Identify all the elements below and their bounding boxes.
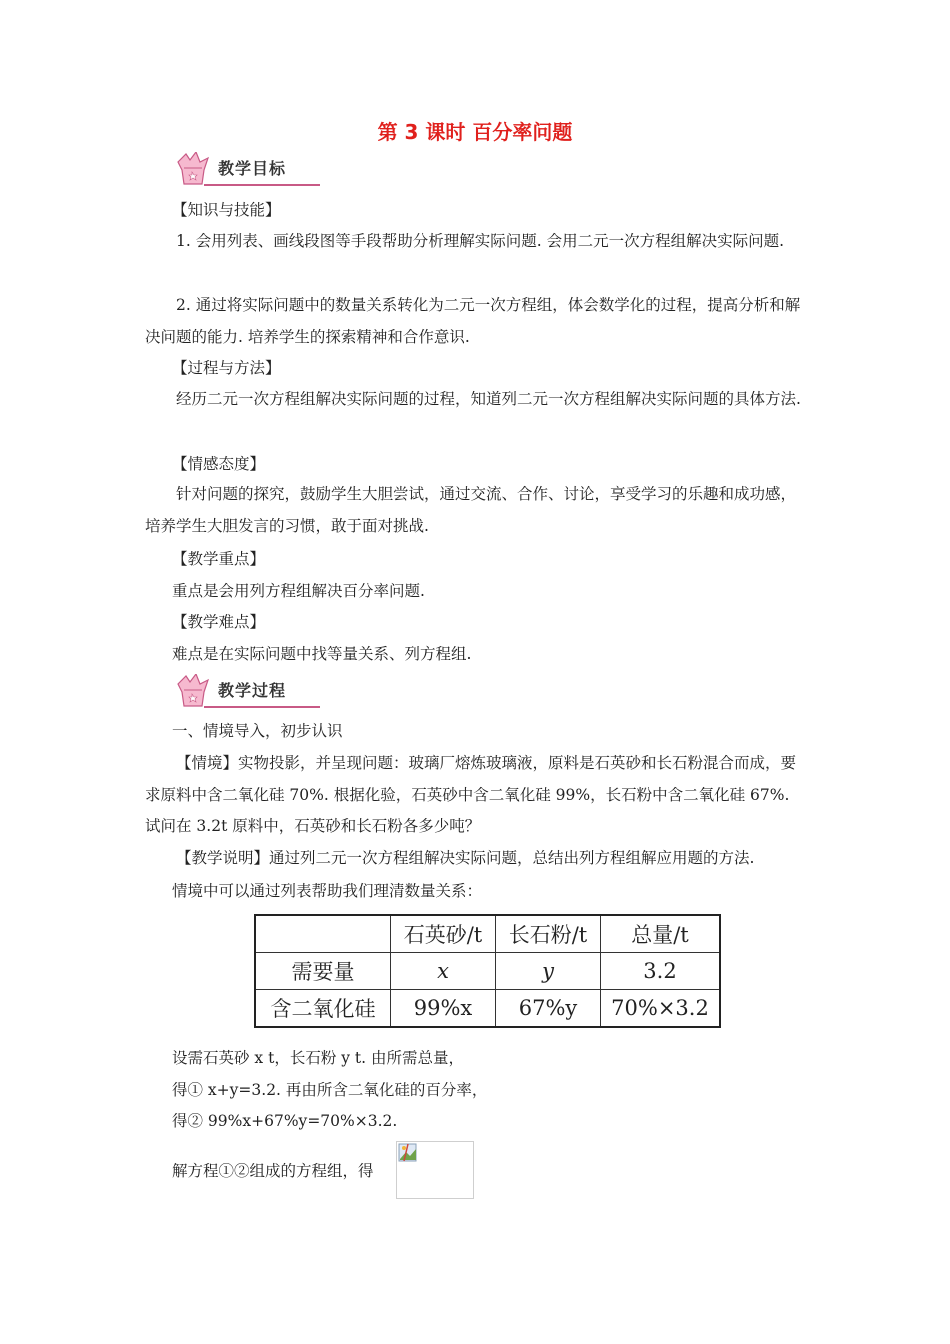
emotion-text: 针对问题的探究，鼓励学生大胆尝试，通过交流、合作、讨论，享受学习的乐趣和成功感，培养学生大胆发言的习惯，敢于面对挑战.: [145, 485, 797, 535]
table-row: [255, 953, 720, 990]
knowledge-heading: 【知识与技能】: [172, 201, 281, 219]
table-cell: 需要量: [255, 953, 391, 990]
section-banner-process: [172, 674, 322, 710]
broken-image-icon: [398, 1143, 418, 1163]
table-cell: 99%x: [391, 990, 496, 1028]
equation-2: 得② 99%x+67%y=70%×3.2.: [172, 1112, 398, 1130]
difficulty-heading: 【教学难点】: [172, 613, 266, 631]
table-cell: 石英砂/t: [391, 915, 496, 953]
banner-label: 教学过程: [218, 681, 287, 700]
method-heading: 【过程与方法】: [172, 359, 281, 377]
equation-1: 得① x+y=3.2. 再由所含二氧化硅的百分率，: [172, 1081, 488, 1099]
table-cell: [255, 915, 391, 953]
scenario-text: 【情境】实物投影，并呈现问题：玻璃厂熔炼玻璃液，原料是石英砂和长石粉混合而成，要求原料中含二氧化硅 70%. 根据化验，石英砂中含二氧化硅 99%，长石粉中含二氧化硅 67%. 试问在 3.2t 原料中，石英砂和长石粉各多少吨？: [145, 754, 797, 835]
key-text: 重点是会用列方程组解决百分率问题.: [172, 582, 425, 600]
knowledge-item-2: 2. 通过将实际问题中的数量关系转化为二元一次方程组，体会数学化的过程，提高分析和解决问题的能力. 培养学生的探索精神和合作意识.: [145, 296, 801, 346]
broken-image-placeholder: [396, 1141, 474, 1199]
solve-text: 解方程①②组成的方程组，得: [172, 1162, 374, 1180]
table-cell: 长石粉/t: [496, 915, 601, 953]
table-cell: x: [391, 953, 496, 990]
emotion-heading: 【情感态度】: [172, 455, 266, 473]
quantity-table: [254, 914, 721, 1028]
key-heading: 【教学重点】: [172, 550, 266, 568]
difficulty-text: 难点是在实际问题中找等量关系、列方程组.: [172, 645, 472, 663]
table-intro: 情境中可以通过列表帮助我们理清数量关系：: [172, 882, 483, 900]
table-cell: y: [496, 953, 601, 990]
table-row: [255, 915, 720, 953]
table-row: [255, 990, 720, 1028]
setup-text: 设需石英砂 x t，长石粉 y t. 由所需总量，: [172, 1049, 465, 1067]
table-cell: 含二氧化硅: [255, 990, 391, 1028]
section-1-heading: 一、情境导入，初步认识: [172, 722, 343, 740]
banner-label: 教学目标: [218, 159, 287, 178]
section-banner-goals: [172, 152, 322, 188]
table-cell: 总量/t: [601, 915, 721, 953]
table-cell: 3.2: [601, 953, 721, 990]
explanation-text: 【教学说明】通过列二元一次方程组解决实际问题，总结出列方程组解应用题的方法.: [176, 849, 755, 867]
table-cell: 70%×3.2: [601, 990, 721, 1028]
page-title: 第 3 课时 百分率问题: [377, 120, 573, 144]
knowledge-item-1: 1. 会用列表、画线段图等手段帮助分析理解实际问题. 会用二元一次方程组解决实际问题.: [176, 232, 784, 250]
method-text: 经历二元一次方程组解决实际问题的过程，知道列二元一次方程组解决实际问题的具体方法.: [176, 390, 801, 408]
table-cell: 67%y: [496, 990, 601, 1028]
